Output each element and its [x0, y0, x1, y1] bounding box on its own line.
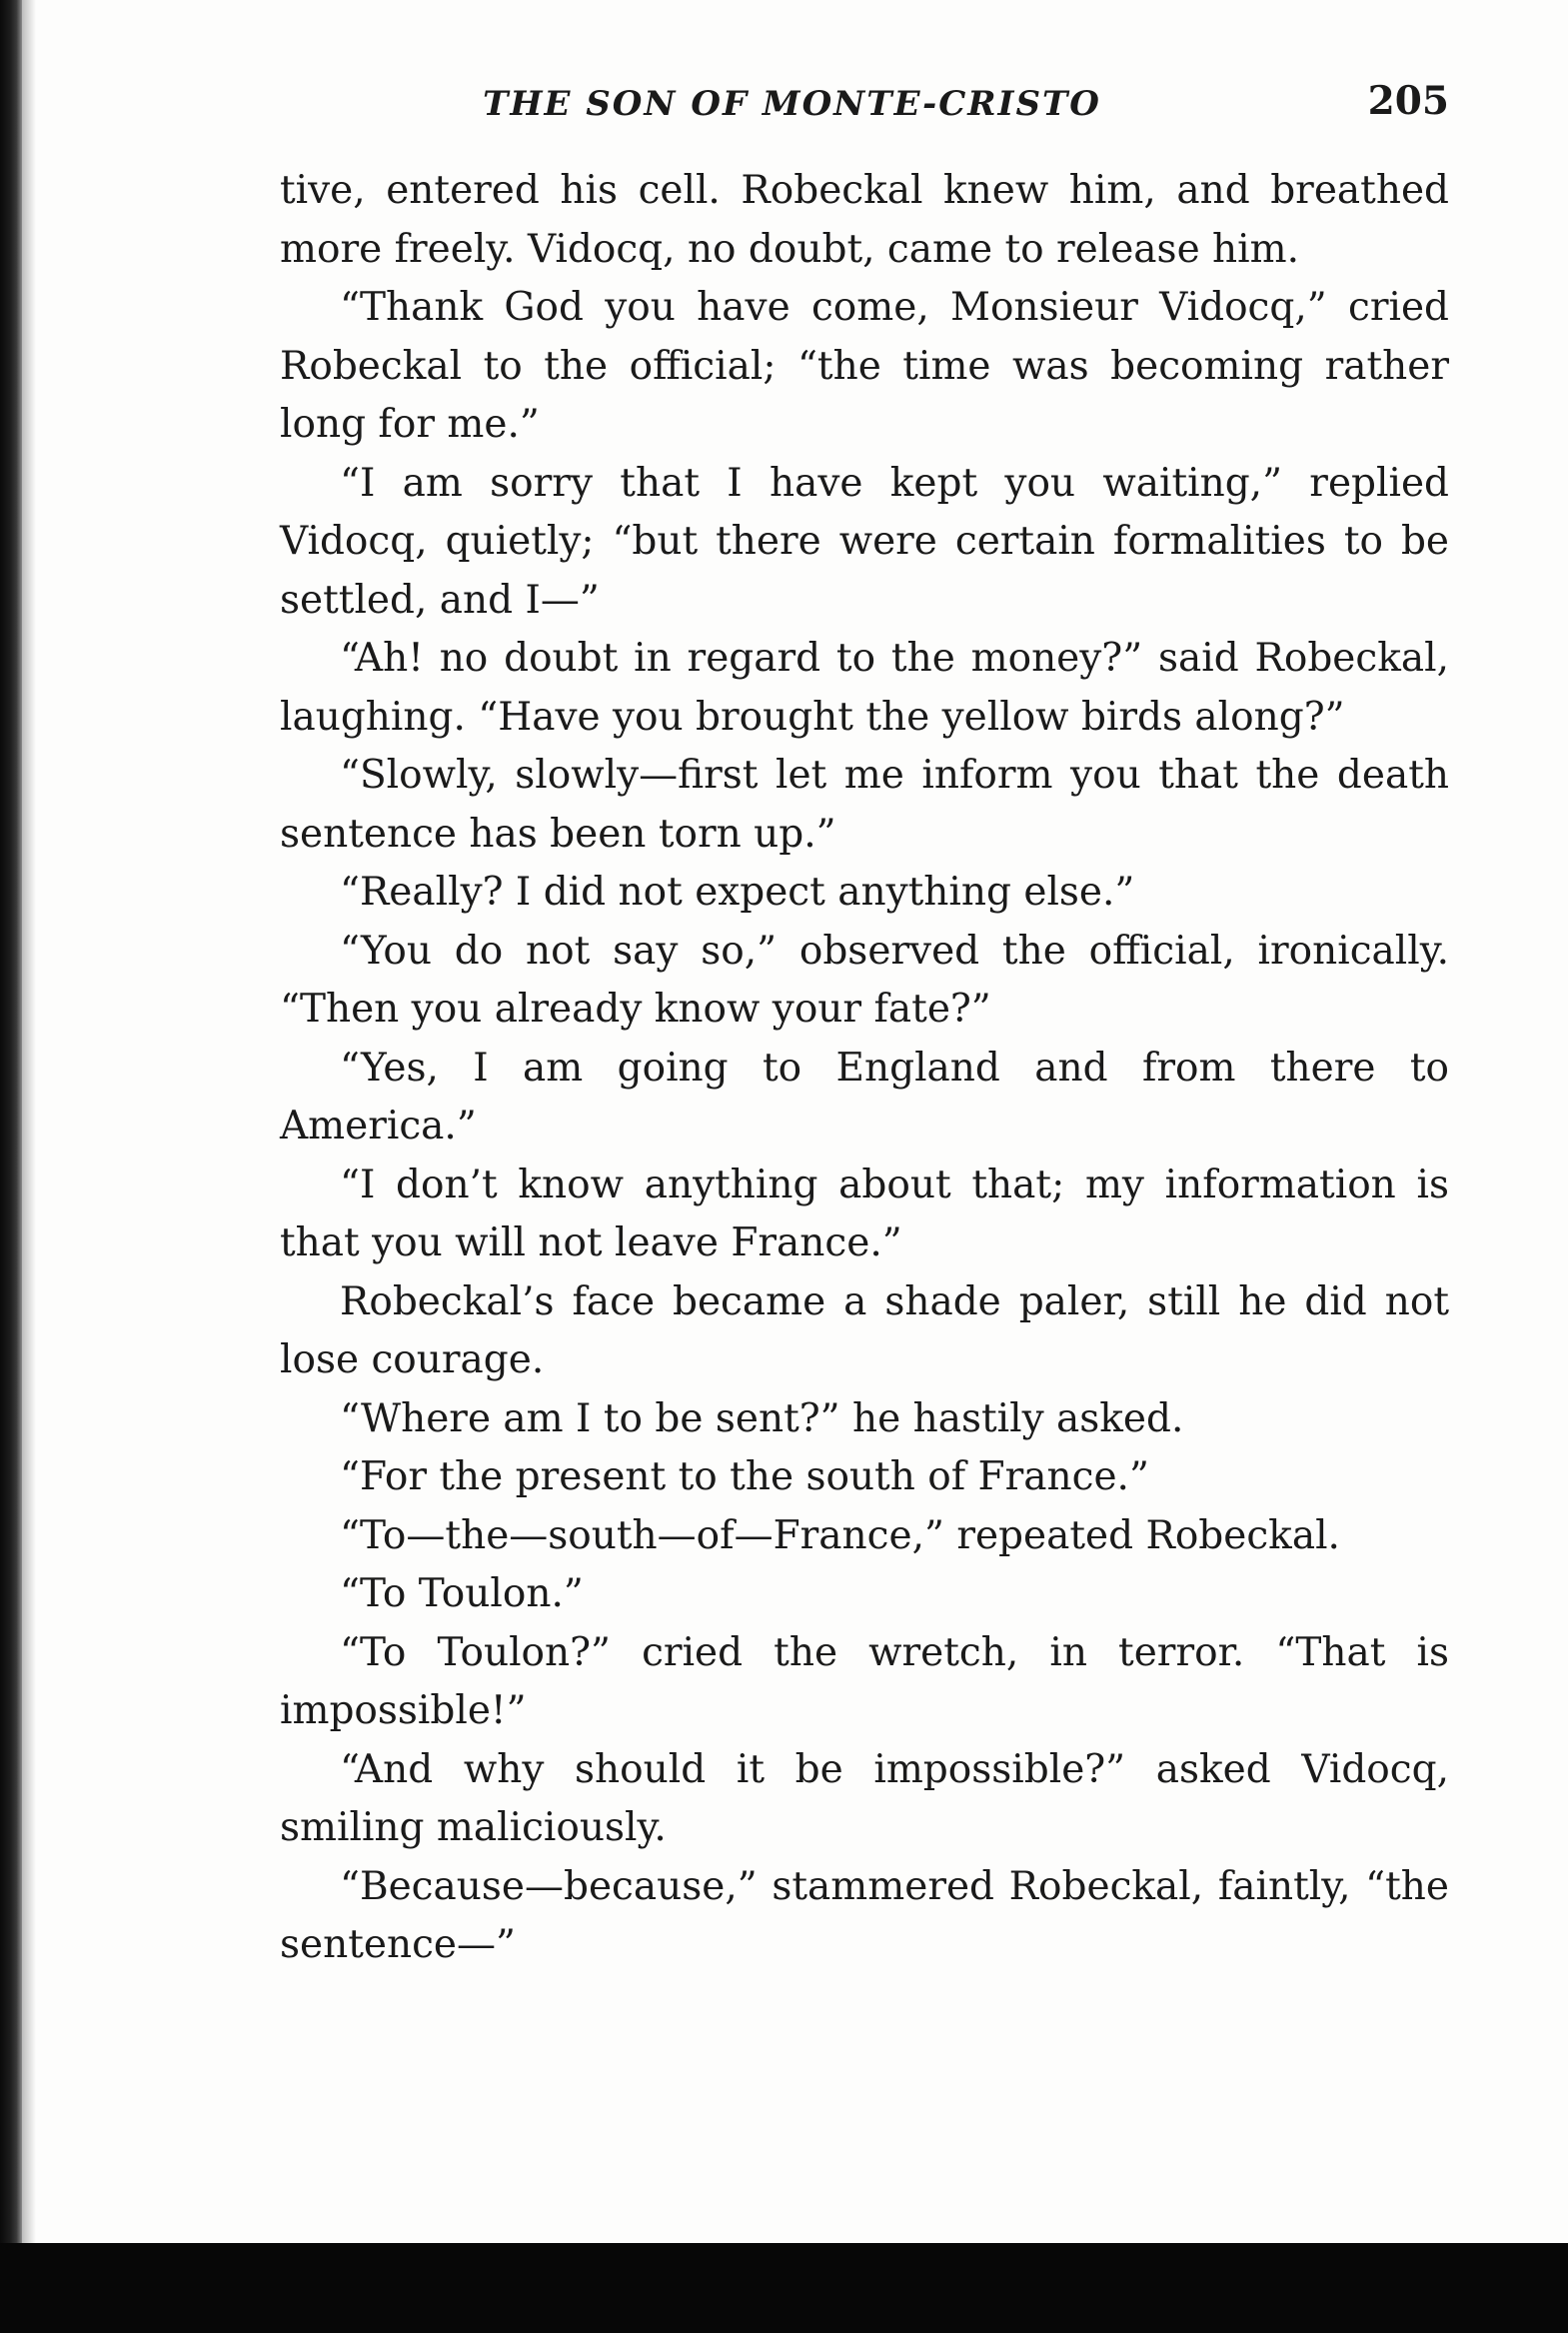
paragraph: “Thank God you have come, Monsieur Vidocq,” cried Robeckal to the official; “the time was becoming rather long for me.” — [280, 285, 1449, 447]
paragraph: “Because—because,” stammered Robeckal, faintly, “the sentence—” — [280, 1863, 1449, 1967]
paragraph: “To Toulon.” — [340, 1571, 584, 1616]
paragraph: “For the present to the south of France.” — [340, 1454, 1149, 1499]
paragraph: “To—the—south—of—France,” repeated Robeckal. — [340, 1512, 1340, 1558]
paragraph: Robeckal’s face became a shade paler, still he did not lose courage. — [280, 1278, 1449, 1382]
paragraph: “Ah! no doubt in regard to the money?” said Robeckal, laughing. “Have you brought the yellow birds along?” — [280, 636, 1449, 740]
body-text — [280, 162, 1449, 1975]
paragraph: “Slowly, slowly—first let me inform you that the death sentence has been torn up.” — [280, 753, 1449, 857]
paragraph: “Really? I did not expect anything else.” — [340, 870, 1135, 915]
page-header — [280, 78, 1449, 138]
paragraph: “And why should it be impossible?” asked Vidocq, smiling maliciously. — [280, 1746, 1449, 1850]
binding-edge — [0, 0, 22, 2259]
paragraph: “You do not say so,” observed the official, ironically. “Then you already know your fate?” — [280, 928, 1449, 1032]
paragraph: “Yes, I am going to England and from there to America.” — [280, 1045, 1449, 1149]
running-title: THE SON OF MONTE-CRISTO — [483, 84, 1101, 124]
paragraph: “Where am I to be sent?” he hastily asked. — [340, 1395, 1184, 1441]
paragraph: “I don’t know anything about that; my information is that you will not leave France.” — [280, 1162, 1449, 1265]
scan-bottom-edge — [0, 2243, 1568, 2333]
paragraph: “To Toulon?” cried the wretch, in terror. “That is impossible!” — [280, 1629, 1449, 1733]
paragraph: tive, entered his cell. Robeckal knew him, and breathed more freely. Vidocq, no doubt, came to release him. — [280, 168, 1449, 272]
page-number: 205 — [1367, 78, 1449, 124]
paragraph: “I am sorry that I have kept you waiting,” replied Vidocq, quietly; “but there were certain formalities to be settled, and I—” — [280, 460, 1449, 623]
binding-shadow — [22, 0, 36, 2259]
